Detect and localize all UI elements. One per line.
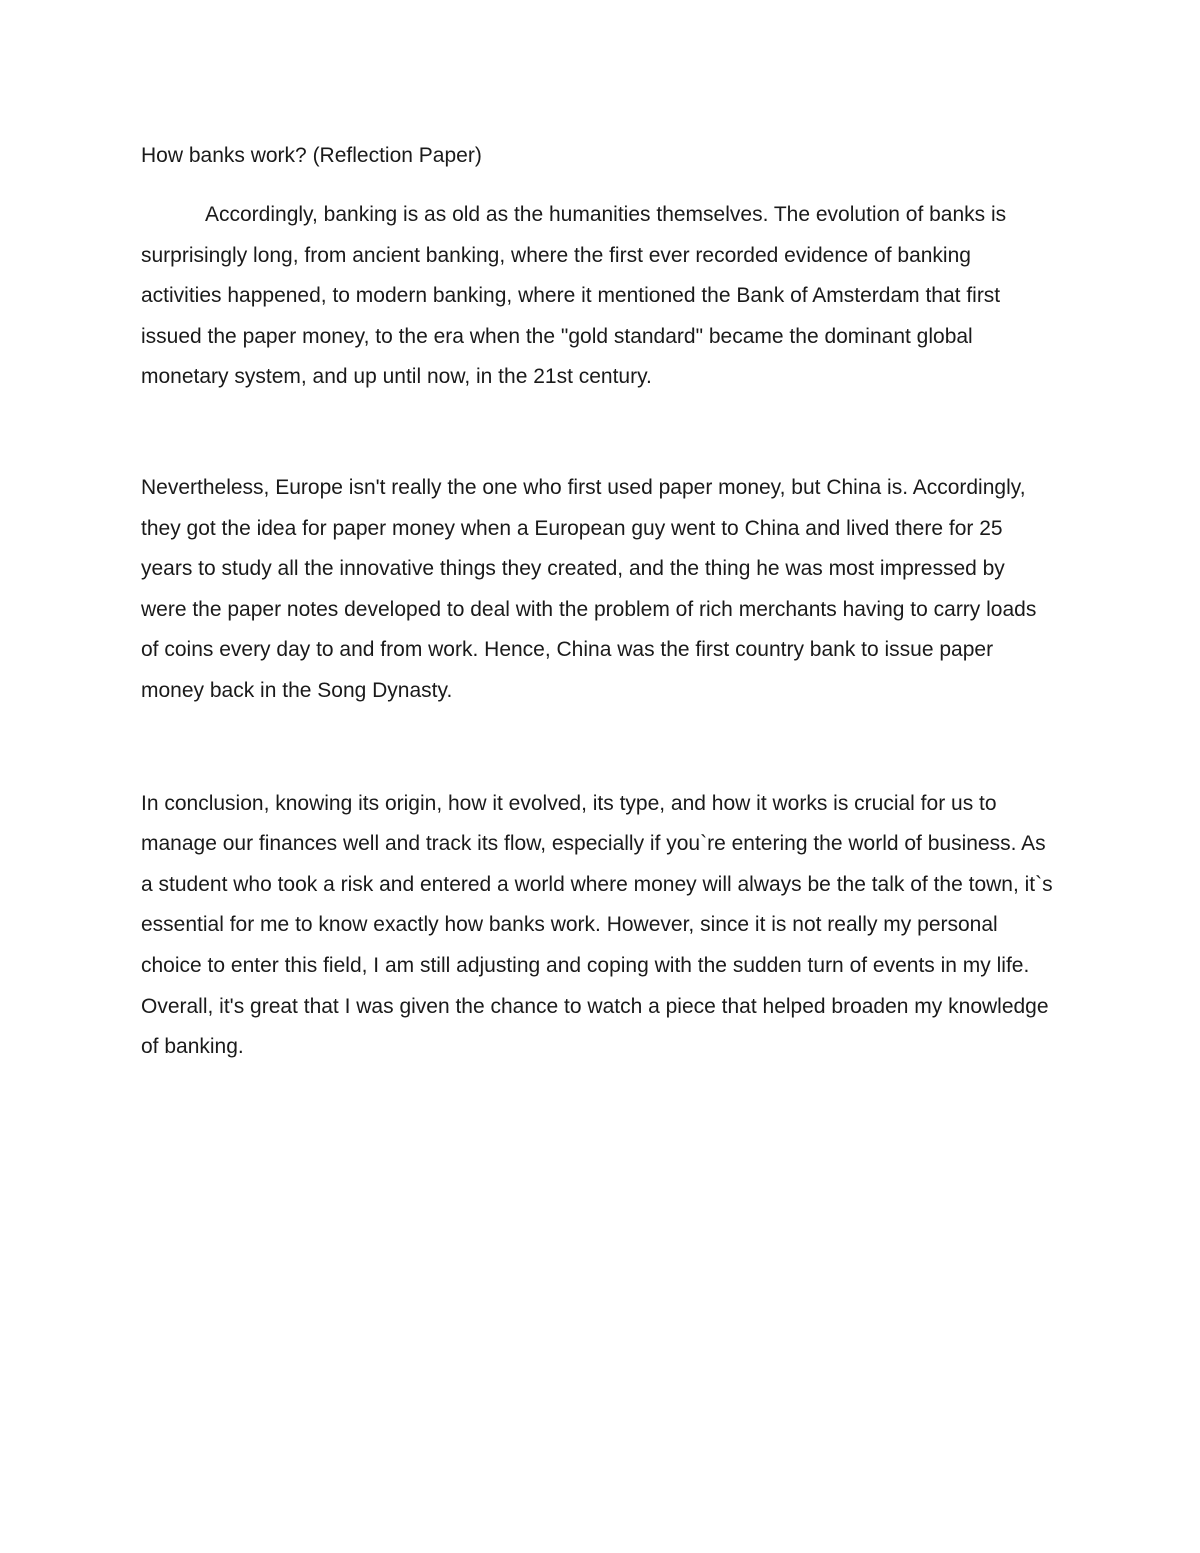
paragraph-conclusion: In conclusion, knowing its origin, how it evolved, its type, and how it works is crucial for us to manage our finances well and track its flow, especially if you`re entering the world of business. As a student who took a risk and entered a world where money will always be the talk of the town, it`s essential for me to know exactly how banks work. However, since it is not really my personal choice to enter this field, I am still adjusting and coping with the sudden turn of events in my life. Overall, it's great that I was given the chance to watch a piece that helped broaden my knowledge of banking. (141, 791, 1053, 1059)
document-title: How banks work? (Reflection Paper) (141, 144, 482, 167)
document-body (141, 139, 1056, 1068)
paragraph-body: Nevertheless, Europe isn't really the one who first used paper money, but China is. Accordingly, they got the idea for paper money when a European guy went to China and lived there for 25 years to study all the innovative things they created, and the thing he was most impressed by were the paper notes developed to deal with the problem of rich merchants having to carry loads of coins every day to and from work. Hence, China was the first country bank to issue paper money back in the Song Dynasty. (141, 475, 1037, 702)
paragraph-introduction: Accordingly, banking is as old as the humanities themselves. The evolution of banks is surprisingly long, from ancient banking, where the first ever recorded evidence of banking activities happened, to modern banking, where it mentioned the Bank of Amsterdam that first issued the paper money, to the era when the "gold standard" became the dominant global monetary system, and up until now, in the 21st century. (141, 203, 1007, 389)
